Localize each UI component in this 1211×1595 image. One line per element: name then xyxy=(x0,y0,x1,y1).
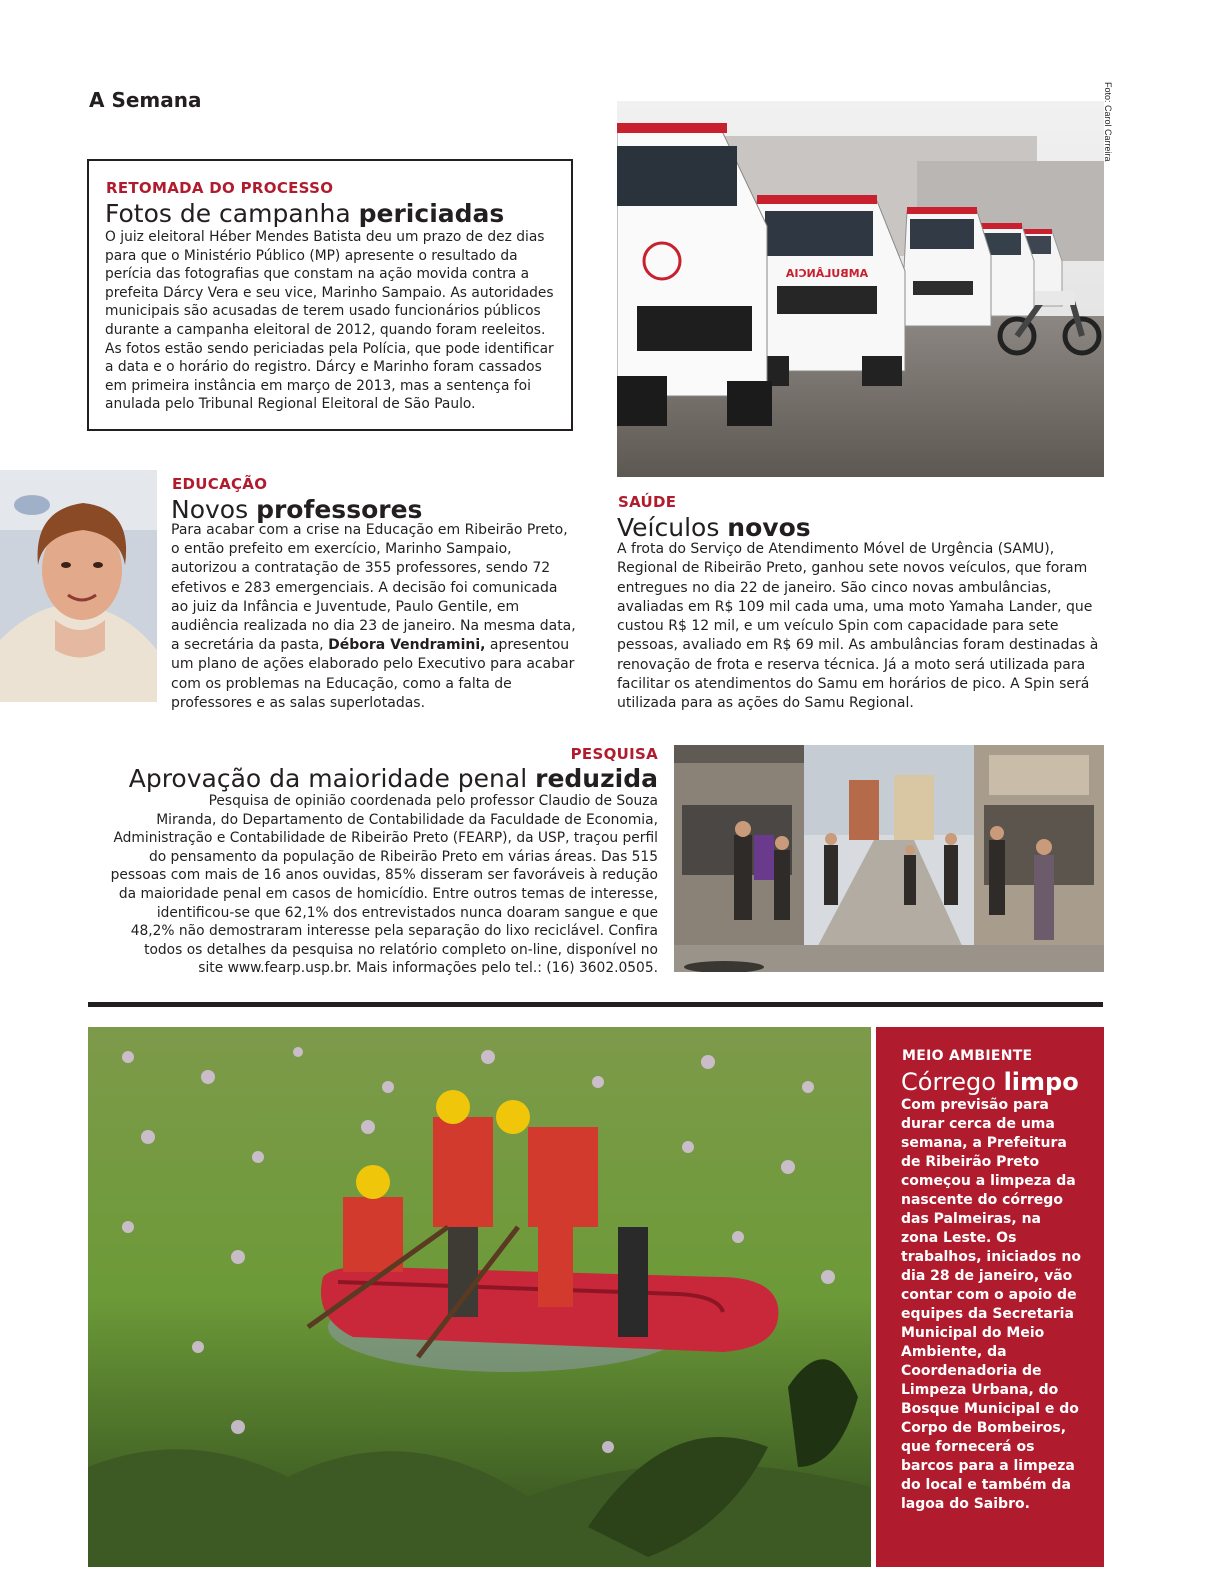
story-headline xyxy=(901,1068,1079,1096)
headline-light: Fotos de campanha xyxy=(105,199,351,228)
story-headline xyxy=(617,514,811,542)
photo-credit xyxy=(1101,82,1115,192)
section-title: A Semana xyxy=(89,88,202,112)
headline-light: Veículos xyxy=(617,513,720,542)
headline-light: Novos xyxy=(171,495,249,524)
headline-light: Córrego xyxy=(901,1068,996,1096)
story-body xyxy=(78,792,658,978)
body-line: Pesquisa de opinião coordenada pelo professor Claudio de Souza xyxy=(208,793,658,809)
headline-bold: professores xyxy=(256,495,423,524)
body-line: do pensamento da população de Ribeirão Preto em várias áreas. Das 515 xyxy=(148,848,658,865)
story-body: A frota do Serviço de Atendimento Móvel de Urgência (SAMU), Regional de Ribeirão Preto, ganhou sete novos veículos, que foram entregues no dia 22 de janeiro. São cinco novas ambulâncias, avaliadas em R$ 109 mil cada uma, uma moto Yamaha Lander, que custou R$ 12 mil, e um veículo Spin com capacidade para sete pessoas, avaliado em R$ 69 mil. As ambulâncias foram destinadas à renovação de frota e reserva técnica. Já a moto será utilizada para facilitar os atendimentos do Samu em horários de pico. A Spin será utilizada para as ações do Samu Regional. xyxy=(617,541,1099,712)
story-headline xyxy=(129,765,658,793)
headline-bold: periciadas xyxy=(358,199,505,228)
body-line: pessoas com mais de 16 anos ouvidas, 85% disseram ser favoráveis à redução xyxy=(110,867,658,884)
street-photo xyxy=(674,745,1104,972)
body-line: Administração e Contabilidade de Ribeirão Preto (FEARP), da USP, traçou perfil xyxy=(113,830,658,847)
story-headline xyxy=(105,200,504,228)
headline-bold: novos xyxy=(727,513,811,542)
body-line: site www.fearp.usp.br. Mais informações pelo tel.: (16) 3602.0505. xyxy=(198,960,658,977)
body-line: Miranda, do Departamento de Contabilidade da Faculdade de Economia, xyxy=(156,811,658,828)
story-headline xyxy=(171,496,422,524)
headline-bold: reduzida xyxy=(535,764,658,793)
story-kicker: RETOMADA DO PROCESSO xyxy=(106,179,334,197)
story-kicker: PESQUISA xyxy=(570,745,658,763)
river-cleanup-photo xyxy=(88,1027,871,1567)
section-divider xyxy=(88,1002,1103,1007)
photo-credit-text: Foto: Carol Carreira xyxy=(1103,82,1113,162)
headline-light: Aprovação da maioridade penal xyxy=(128,764,528,793)
story-kicker: SAÚDE xyxy=(618,493,677,511)
body-line: identificou-se que 62,1% dos entrevistados nunca doaram sangue e que xyxy=(156,904,658,921)
story-body: O juiz eleitoral Héber Mendes Batista deu um prazo de dez dias para que o Ministério Público (MP) apresente o resultado da perícia das fotografias que constam na ação movida contra a prefeita Dárcy Vera e seu vice, Marinho Sampaio. As autoridades municipais são acusadas de terem usado funcionários públicos durante a campanha eleitoral de 2012, quando foram reeleitos. As fotos estão sendo periciadas pela Polícia, que pode identificar a data e o horário do registro. Dárcy e Marinho foram cassados em primeira instância em março de 2013, mas a sentença foi anulada pelo Tribunal Regional Eleitoral de São Paulo. xyxy=(105,229,554,413)
ambulance-plate-text: AMBULÂNCIA xyxy=(785,267,869,280)
body-text: apresentou um plano de ações elaborado pelo Executivo para acabar com os problemas na Educação, como a falta de professores e as salas superlotadas. xyxy=(171,637,575,711)
body-bold-name: Débora Vendramini, xyxy=(328,637,486,654)
ambulances-photo xyxy=(617,101,1104,477)
body-line: todos os detalhes da pesquisa no relatório completo on-line, disponível no xyxy=(144,941,658,958)
body-line: 48,2% não demostraram interesse pela separação do lixo reciclável. Confira xyxy=(130,923,658,940)
portrait-photo xyxy=(0,470,157,702)
story-kicker: MEIO AMBIENTE xyxy=(902,1048,1033,1064)
sidebar-meio-ambiente xyxy=(876,1027,1104,1567)
story-body: Com previsão para durar cerca de uma semana, a Prefeitura de Ribeirão Preto começou a limpeza da nascente do córrego das Palmeiras, na zona Leste. Os trabalhos, iniciados no dia 28 de janeiro, vão contar com o apoio de equipes da Secretaria Municipal do Meio Ambiente, da Coordenadoria de Limpeza Urbana, do Bosque Municipal e do Corpo de Bombeiros, que fornecerá os barcos para a limpeza do local e também da lagoa do Saibro. xyxy=(901,1097,1081,1512)
body-line: da maioridade penal em casos de homicídio. Entre outros temas de interesse, xyxy=(118,885,658,902)
story-body xyxy=(171,521,576,713)
headline-bold: limpo xyxy=(1003,1068,1079,1096)
body-text: Para acabar com a crise na Educação em Ribeirão Preto, o então prefeito em exercício, Marinho Sampaio, autorizou a contratação de 355 professores, sendo 72 efetivos e 283 emergenciais. A decisão foi comunicada ao juiz da Infância e Juventude, Paulo Gentile, em audiência realizada no dia 23 de janeiro. Na mesma data, a secretária da pasta, xyxy=(171,522,576,654)
story-kicker: EDUCAÇÃO xyxy=(172,475,268,493)
